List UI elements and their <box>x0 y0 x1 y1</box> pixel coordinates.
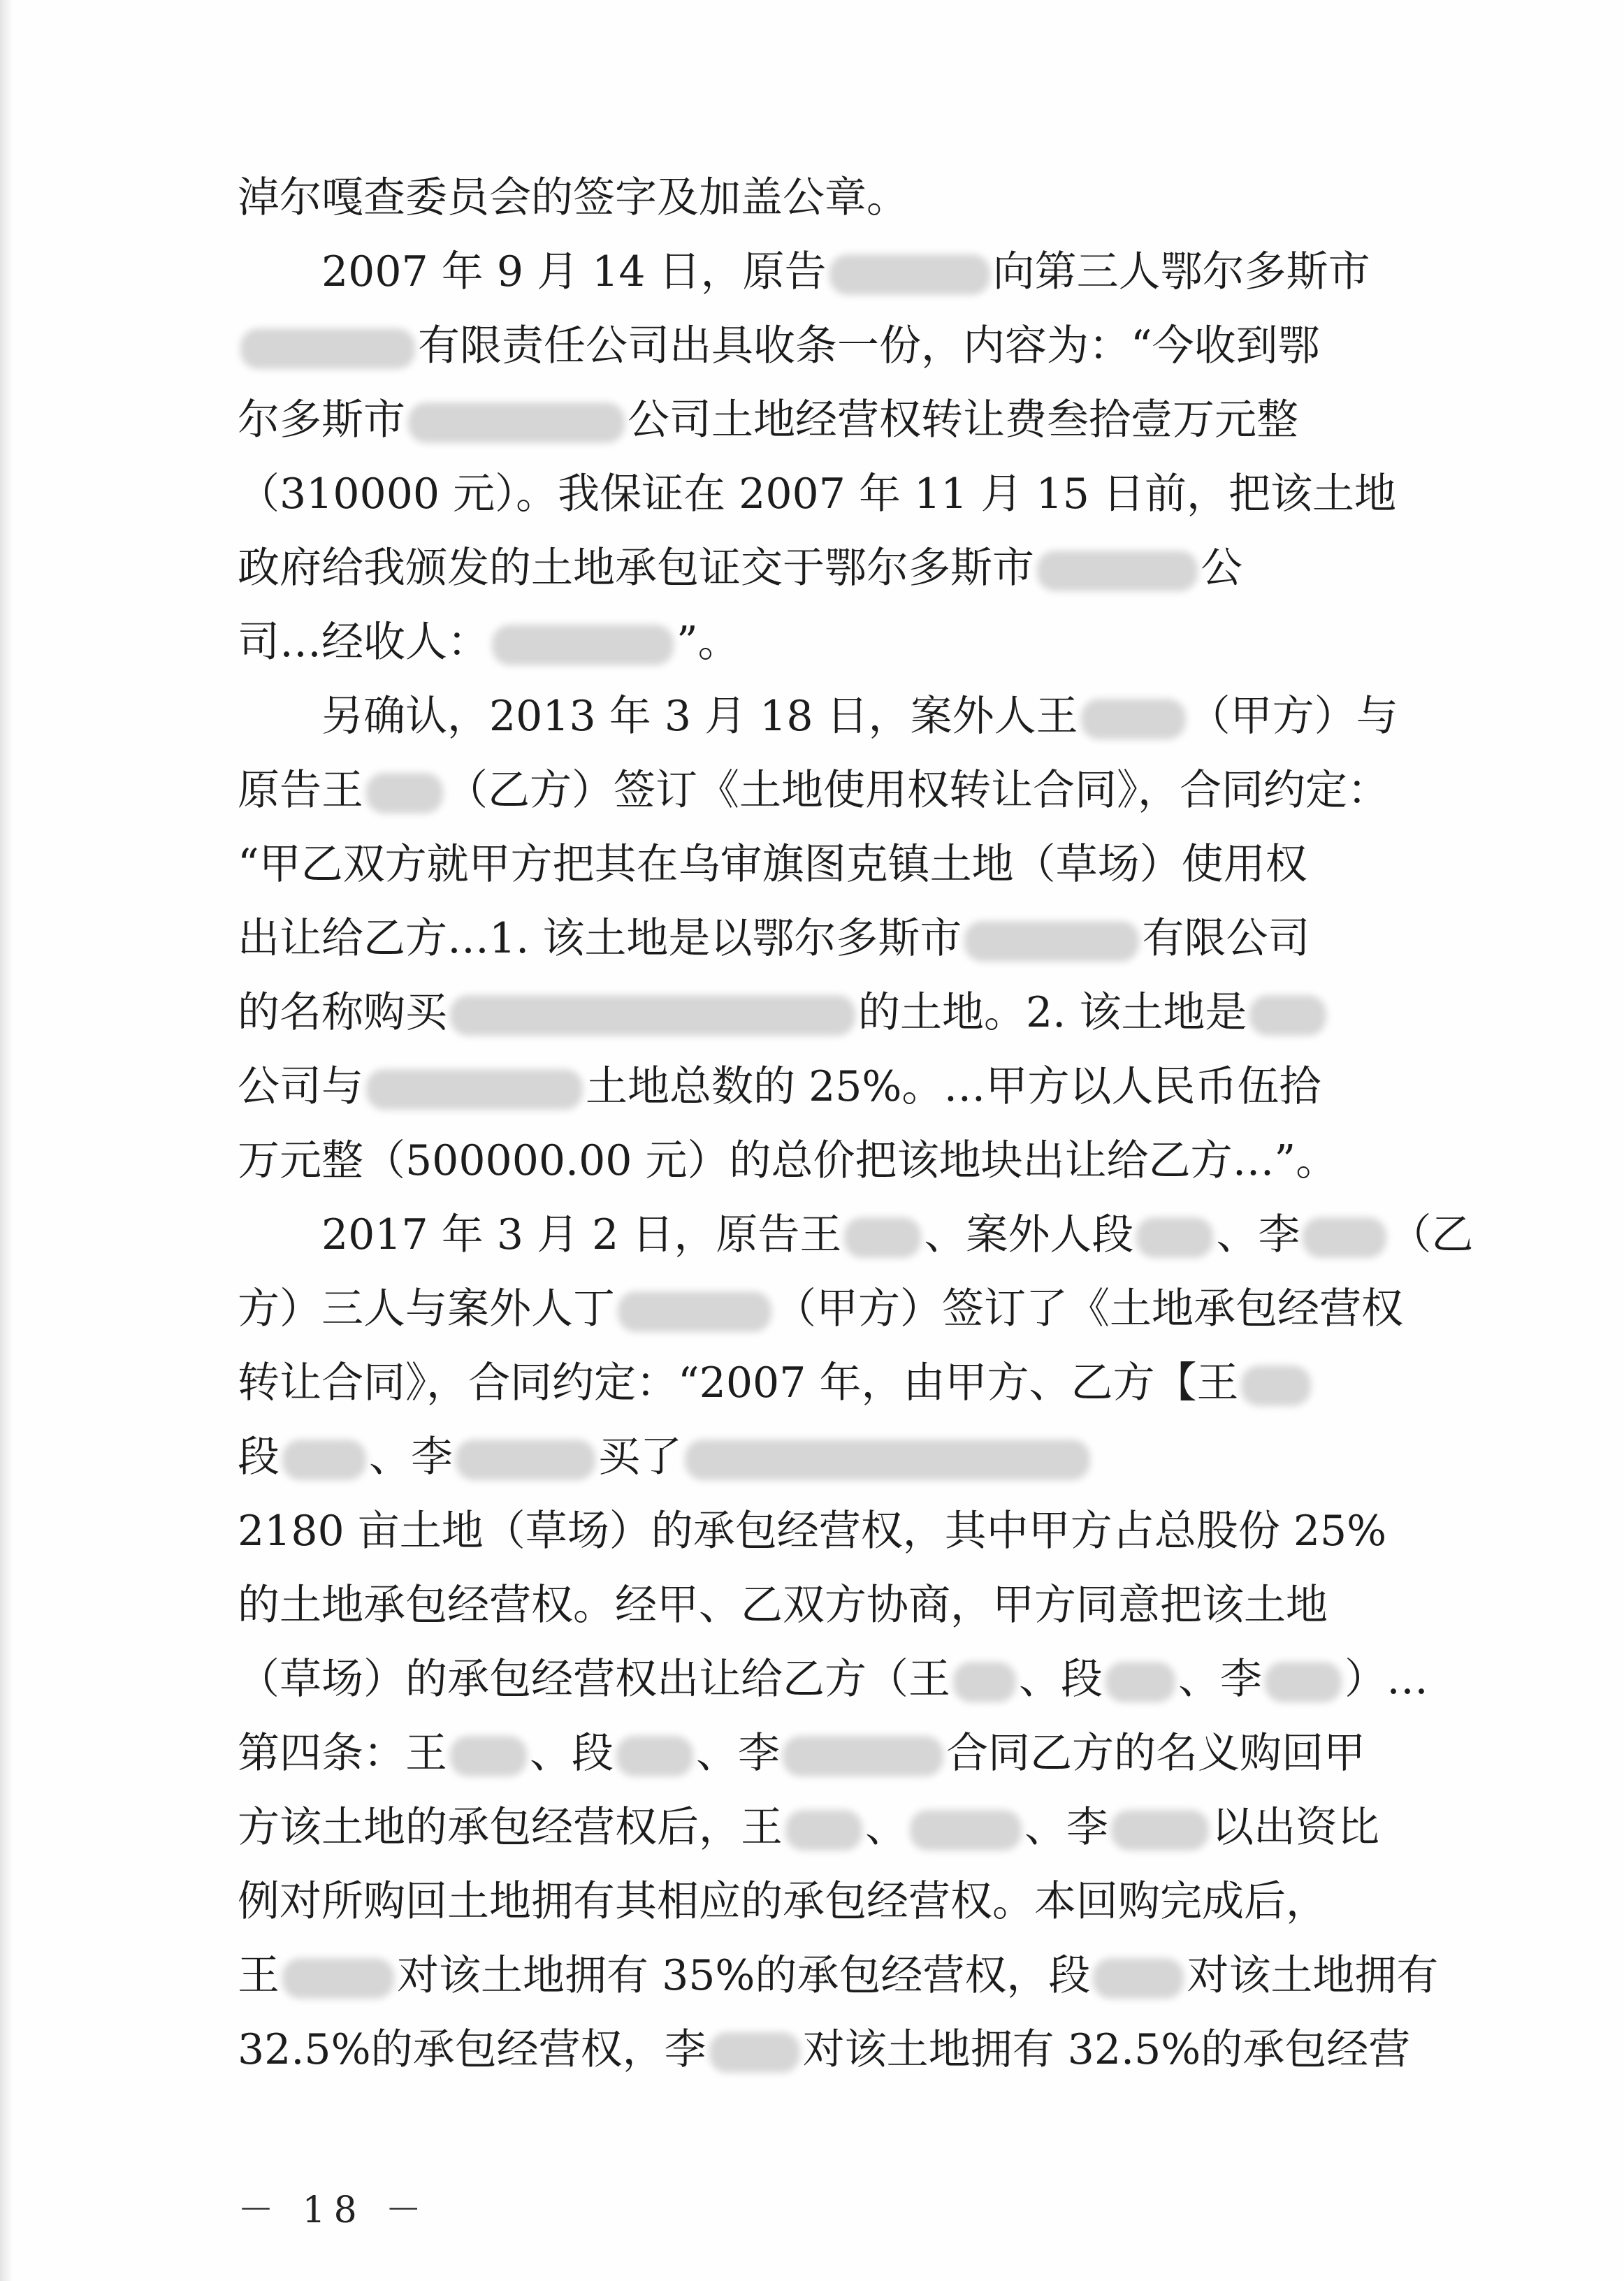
text-line-17 <box>238 1346 1412 1420</box>
text-segment: 方该土地的承包经营权后，王 <box>238 1803 783 1852</box>
redacted-name <box>1111 1810 1209 1851</box>
redacted-name <box>616 1736 693 1776</box>
redacted-name <box>1093 1958 1184 1999</box>
text-segment: 有限责任公司出具收条一份，内容为：“今收到鄂 <box>418 321 1320 370</box>
text-segment: ）… <box>1344 1655 1428 1704</box>
text-line-5 <box>238 457 1412 531</box>
redacted-name <box>492 625 674 665</box>
text-segment: 公 <box>1201 544 1242 593</box>
redacted-company <box>964 921 1139 962</box>
text-segment: 淖尔嘎查委员会的签字及加盖公章。 <box>238 173 908 222</box>
redacted-name <box>450 1736 527 1776</box>
text-line-16 <box>238 1272 1412 1346</box>
redacted-name <box>829 254 990 295</box>
text-line-11 <box>238 901 1412 976</box>
redacted-name <box>366 773 443 813</box>
text-segment: 另确认，2013 年 3 月 18 日，案外人王 <box>321 692 1078 741</box>
text-segment: 、段 <box>1019 1655 1103 1704</box>
text-segment: 对该土地拥有 35%的承包经营权，段 <box>397 1951 1091 2000</box>
text-line-10 <box>238 827 1412 901</box>
text-segment: 司…经收人： <box>238 618 489 667</box>
text-segment: 对该土地拥有 <box>1187 1951 1439 2000</box>
text-segment: 有限公司 <box>1142 914 1310 963</box>
redacted-name <box>709 2032 800 2073</box>
text-line-6 <box>238 531 1412 605</box>
text-segment: （310000 元）。我保证在 2007 年 11 月 15 日前，把该土地 <box>238 470 1396 519</box>
page-edge-shadow <box>0 0 13 2281</box>
text-segment: 尔多斯市 <box>238 396 405 444</box>
redacted-name <box>282 1440 366 1480</box>
text-segment: 土地总数的 25%。…甲方以人民币伍拾 <box>586 1062 1321 1111</box>
text-segment: （乙 <box>1389 1210 1474 1259</box>
redacted-location <box>685 1440 1090 1480</box>
text-line-13 <box>238 1050 1412 1124</box>
redacted-name <box>783 1736 943 1776</box>
text-line-4 <box>238 383 1412 457</box>
redacted-name <box>1081 699 1186 739</box>
text-segment: （甲方）与 <box>1188 692 1398 741</box>
text-line-20 <box>238 1568 1412 1642</box>
text-segment: 、 <box>865 1803 907 1852</box>
redacted-name <box>366 1069 583 1110</box>
redacted-name <box>1105 1662 1175 1702</box>
text-segment: 以出资比 <box>1212 1803 1379 1852</box>
text-line-1 <box>238 161 1412 235</box>
text-line-26 <box>238 2013 1412 2087</box>
text-segment: 向第三人鄂尔多斯市 <box>992 247 1370 296</box>
redacted-name <box>1136 1217 1213 1258</box>
text-segment: 公司土地经营权转让费叁拾壹万元整 <box>628 396 1298 444</box>
redacted-name <box>456 1440 595 1480</box>
text-segment: 政府给我颁发的土地承包证交于鄂尔多斯市 <box>238 544 1034 593</box>
text-segment: 买了 <box>598 1433 682 1482</box>
text-segment: 对该土地拥有 32.5%的承包经营 <box>802 2025 1411 2074</box>
redacted-location <box>450 995 855 1036</box>
redacted-company <box>240 328 415 369</box>
redacted-name <box>785 1810 862 1851</box>
text-segment: 第四条：王 <box>238 1729 447 1778</box>
text-segment: 转让合同》，合同约定：“2007 年，由甲方、乙方【王 <box>238 1359 1239 1407</box>
text-line-22 <box>238 1716 1412 1790</box>
text-line-15 <box>238 1198 1474 1272</box>
text-segment: 的土地承包经营权。经甲、乙双方协商，甲方同意把该土地 <box>238 1581 1328 1630</box>
redacted-name <box>953 1662 1016 1702</box>
text-line-21 <box>238 1642 1428 1716</box>
text-line-9 <box>238 753 1412 827</box>
text-segment: 的土地。2. 该土地是 <box>858 988 1247 1037</box>
text-line-2 <box>238 235 1412 309</box>
redacted-name <box>910 1810 1022 1851</box>
text-line-8 <box>238 679 1412 753</box>
text-segment: 公司与 <box>238 1062 363 1111</box>
text-segment: 2017 年 3 月 2 日，原告王 <box>321 1210 842 1259</box>
redacted-name <box>282 1958 394 1999</box>
document-body <box>238 161 1474 2087</box>
text-line-12 <box>238 976 1412 1050</box>
text-segment: 2007 年 9 月 14 日，原告 <box>321 247 827 296</box>
redacted-name <box>1303 1217 1386 1258</box>
text-line-7 <box>238 605 1412 679</box>
text-line-19 <box>238 1494 1412 1568</box>
text-segment: 、段 <box>530 1729 614 1778</box>
text-segment: 2180 亩土地（草场）的承包经营权，其中甲方占总股份 25% <box>238 1507 1387 1556</box>
text-segment: 、案外人段 <box>924 1210 1134 1259</box>
redacted-name <box>844 1217 921 1258</box>
redacted-company <box>1037 551 1198 591</box>
text-segment: 、李 <box>369 1433 453 1482</box>
text-segment: （甲方）签订了《土地承包经营权 <box>774 1284 1403 1333</box>
redacted-company <box>1249 995 1326 1036</box>
text-line-18 <box>238 1420 1412 1494</box>
text-segment: 合同乙方的名义购回甲 <box>946 1729 1365 1778</box>
redacted-name <box>1241 1366 1311 1406</box>
text-segment: 万元整（500000.00 元）的总价把该地块出让给乙方…”。 <box>238 1136 1338 1185</box>
text-segment: 例对所购回土地拥有其相应的承包经营权。本回购完成后， <box>238 1877 1328 1926</box>
text-line-24 <box>238 1864 1412 1939</box>
page-number: － 18 － <box>238 2189 430 2231</box>
text-segment: （乙方）签订《土地使用权转让合同》，合同约定： <box>446 766 1389 815</box>
text-segment: 、李 <box>1216 1210 1300 1259</box>
text-segment: 32.5%的承包经营权，李 <box>238 2025 706 2074</box>
text-line-3 <box>238 309 1412 383</box>
text-segment: “甲乙双方就甲方把其在乌审旗图克镇土地（草场）使用权 <box>238 840 1307 889</box>
text-segment: 、李 <box>1024 1803 1108 1852</box>
text-segment: 、李 <box>1178 1655 1262 1704</box>
text-segment: ”。 <box>676 618 740 667</box>
text-segment: 出让给乙方…1. 该土地是以鄂尔多斯市 <box>238 914 962 963</box>
redacted-name <box>1265 1662 1342 1702</box>
text-segment: 王 <box>238 1951 280 2000</box>
text-segment: 方）三人与案外人丁 <box>238 1284 615 1333</box>
redacted-company <box>408 403 625 443</box>
text-segment: 、李 <box>696 1729 780 1778</box>
text-line-14 <box>238 1124 1412 1198</box>
text-line-25 <box>238 1939 1439 2013</box>
text-segment: （草场）的承包经营权出让给乙方（王 <box>238 1655 950 1704</box>
text-segment: 原告王 <box>238 766 363 815</box>
text-line-23 <box>238 1790 1412 1864</box>
text-segment: 的名称购买 <box>238 988 447 1037</box>
text-segment: 段 <box>238 1433 280 1482</box>
redacted-name <box>618 1291 771 1332</box>
